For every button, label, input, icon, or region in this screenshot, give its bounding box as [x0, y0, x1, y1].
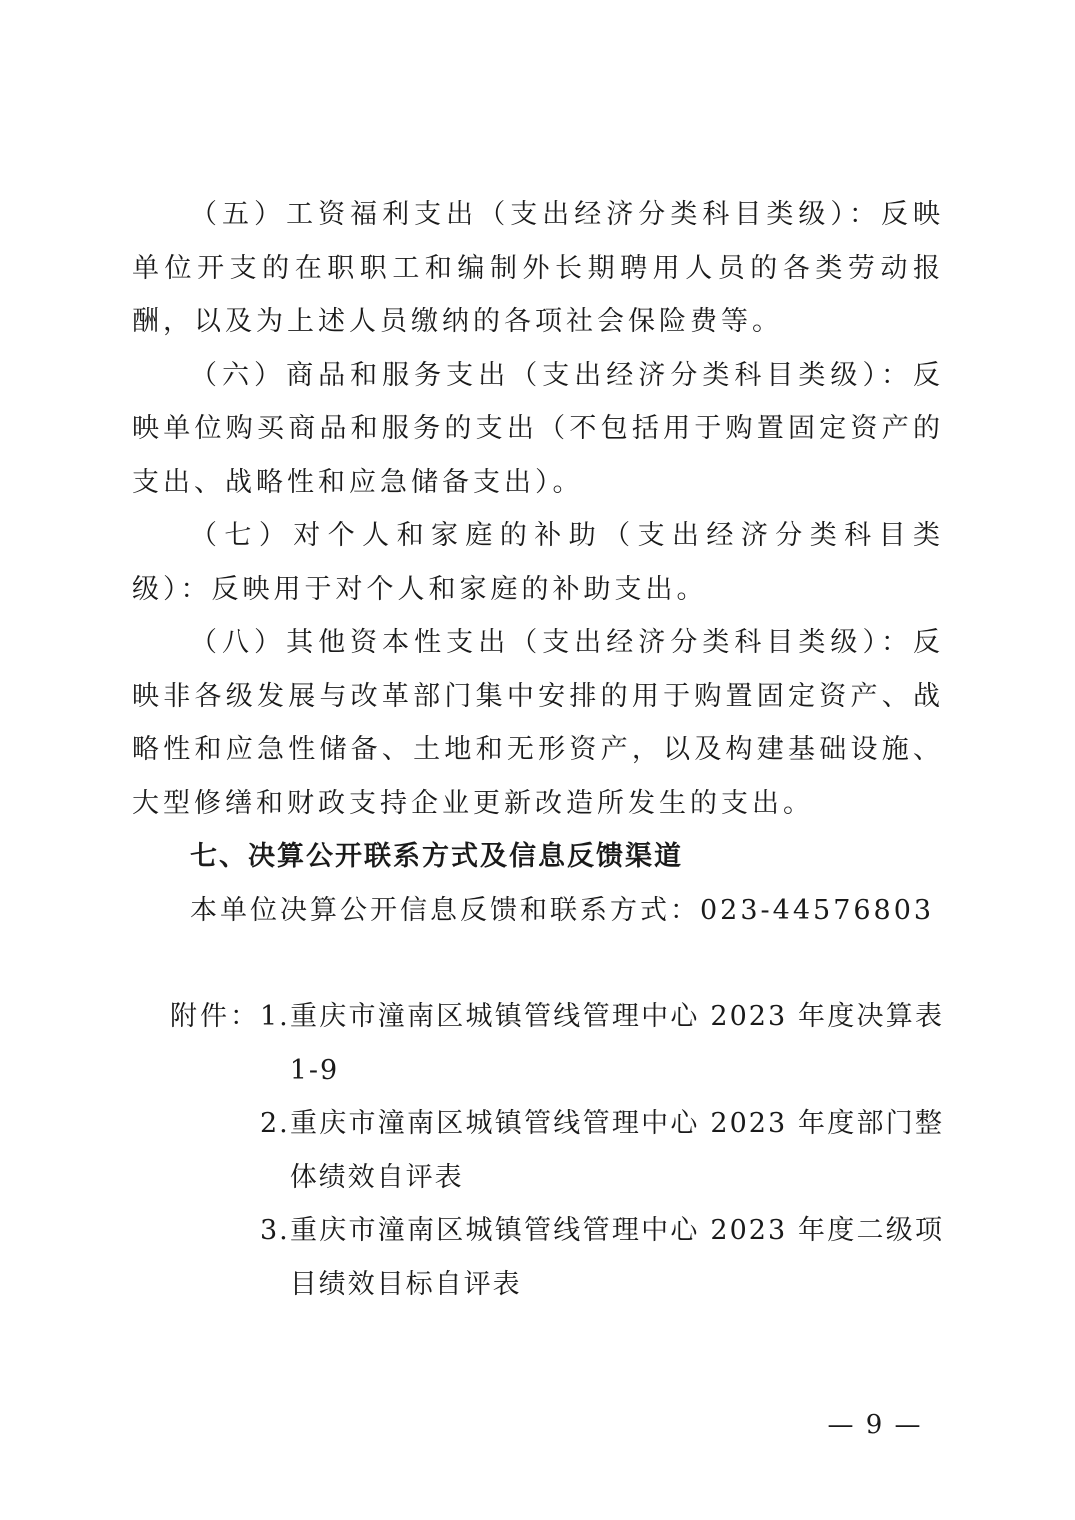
- attachment-label: 附件：: [170, 1001, 260, 1032]
- attachment-item-text: 1.重庆市潼南区城镇管线管理中心 2023 年度决算表 1-9: [260, 1001, 944, 1086]
- paragraph-goods-services: （六）商品和服务支出（支出经济分类科目类级）：反映单位购买商品和服务的支出（不包括用于购置固定资产的支出、战略性和应急储备支出）。: [132, 359, 944, 498]
- section-heading: 七、决算公开联系方式及信息反馈渠道: [190, 841, 683, 872]
- paragraph-wage-welfare: （五）工资福利支出（支出经济分类科目类级）：反映单位开支的在职职工和编制外长期聘用人员的各类劳动报酬，以及为上述人员缴纳的各项社会保险费等。: [132, 199, 944, 337]
- contact-line: 本单位决算公开信息反馈和联系方式：023-44576803: [190, 894, 935, 926]
- attachment-item: [132, 1204, 944, 1311]
- attachment-item-text: 2.重庆市潼南区城镇管线管理中心 2023 年度部门整体绩效自评表: [260, 1108, 944, 1193]
- attachment-item: [132, 1097, 944, 1204]
- page-content: [132, 188, 944, 1311]
- paragraph-other-capital: （八）其他资本性支出（支出经济分类科目类级）：反映非各级发展与改革部门集中安排的用于购置固定资产、战略性和应急性储备、土地和无形资产，以及构建基础设施、大型修缮和财政支持企业更新改造所发生的支出。: [132, 627, 944, 819]
- paragraph-household-subsidy: （七）对个人和家庭的补助（支出经济分类科目类级）：反映用于对个人和家庭的补助支出。: [132, 520, 944, 605]
- attachment-item: [132, 990, 944, 1097]
- attachment-item-text: 3.重庆市潼南区城镇管线管理中心 2023 年度二级项目绩效目标自评表: [260, 1215, 944, 1300]
- attachment-list: [132, 990, 944, 1311]
- page-number: — 9 —: [827, 1410, 923, 1440]
